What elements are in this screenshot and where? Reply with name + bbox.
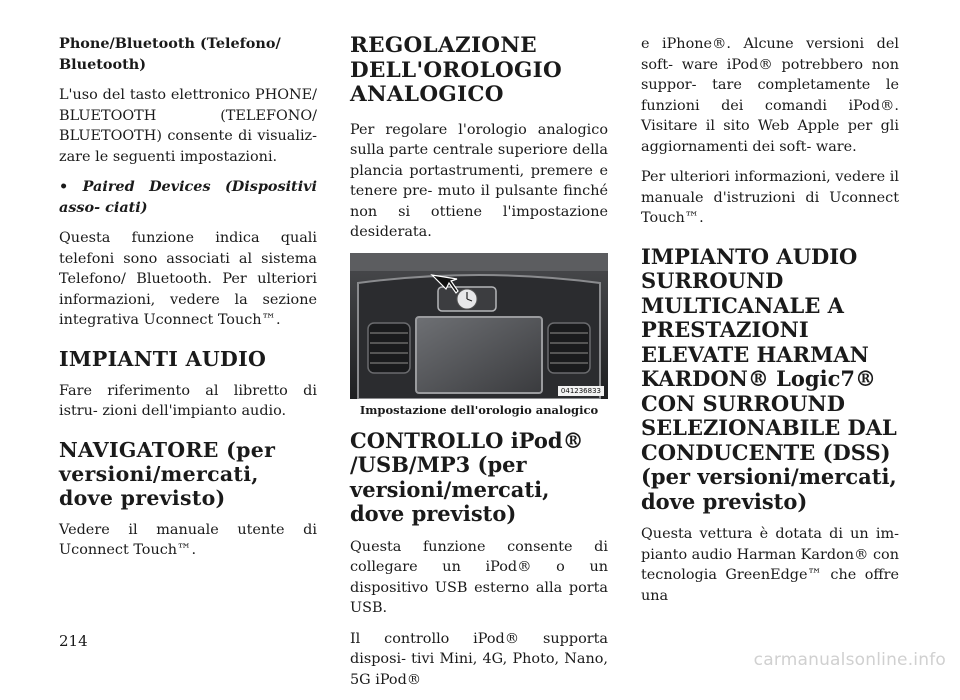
watermark: carmanualsonline.info [753, 650, 946, 670]
phone-bluetooth-paragraph: L'uso del tasto elettronico PHONE/ BLUETOOTH (TELEFONO/ BLUETOOTH) consente di visualiz- zare le seguenti impostazioni. [59, 87, 317, 165]
dashboard-photo-svg [350, 253, 608, 399]
phone-bluetooth-heading: Phone/Bluetooth (Telefono/ Bluetooth) [59, 35, 281, 73]
ipod-control-heading: CONTROLLO iPod® /USB/MP3 (per versioni/mercati, dove previsto) [350, 427, 584, 526]
further-info-paragraph: Per ulteriori informazioni, vedere il manuale d'istruzioni di Uconnect Touch™. [641, 169, 899, 226]
navigator-paragraph: Vedere il manuale utente di Uconnect Touch™. [59, 521, 317, 558]
ipod-control-paragraph-1: Questa funzione consente di collegare un iPod® o un dispositivo USB esterno alla porta USB. [350, 538, 608, 616]
column-middle [350, 34, 608, 700]
audio-systems-heading: IMPIANTI AUDIO [59, 346, 267, 371]
analog-clock-paragraph: Per regolare l'orologio analogico sulla parte centrale superiore della plancia portastrumenti, premere e tenere pre- muto il pulsante finché non si ottiene l'impostazione desiderata. [350, 121, 608, 240]
ipod-continued-paragraph: e iPhone®. Alcune versioni del soft- ware iPod® potrebbero non suppor- tare completamente le funzioni dei comandi iPod®. Visitare il sito Web Apple per gli aggiornamenti dei soft- ware. [641, 36, 899, 155]
column-right [641, 34, 899, 616]
surround-audio-heading: IMPIANTO AUDIO SURROUND MULTICANALE A PRESTAZIONI ELEVATE HARMAN KARDON® Logic7® CON SURROUND SELEZIONABILE DAL CONDUCENTE (DSS) (per versioni/mercati, dove previsto) [641, 243, 897, 514]
analog-clock-photo [350, 253, 608, 399]
column-left [59, 34, 317, 571]
analog-clock-heading: REGOLAZIONE DELL'OROLOGIO ANALOGICO [350, 33, 563, 107]
surround-audio-paragraph: Questa vettura è dotata di un im- pianto audio Harman Kardon® con tecnologia GreenEdge™ che offre una [641, 526, 899, 604]
navigator-heading: NAVIGATORE (per versioni/mercati, dove previsto) [59, 437, 276, 510]
photo-caption: Impostazione dell'orologio analogico [359, 402, 599, 417]
audio-systems-paragraph: Fare riferimento al libretto di istru- zioni dell'impianto audio. [59, 382, 317, 419]
page-number: 214 [59, 632, 88, 650]
photo-code-label: 041236833 [558, 386, 604, 396]
paired-devices-paragraph: Questa funzione indica quali telefoni sono associati al sistema Telefono/ Bluetooth. Per ulteriori informazioni, vedere la sezione integrativa Uconnect Touch™. [59, 230, 317, 328]
ipod-control-paragraph-2: Il controllo iPod® supporta disposi- tivi Mini, 4G, Photo, Nano, 5G iPod® [350, 630, 608, 688]
paired-devices-bullet: • Paired Devices (Dispositivi asso- ciati) [59, 178, 317, 216]
